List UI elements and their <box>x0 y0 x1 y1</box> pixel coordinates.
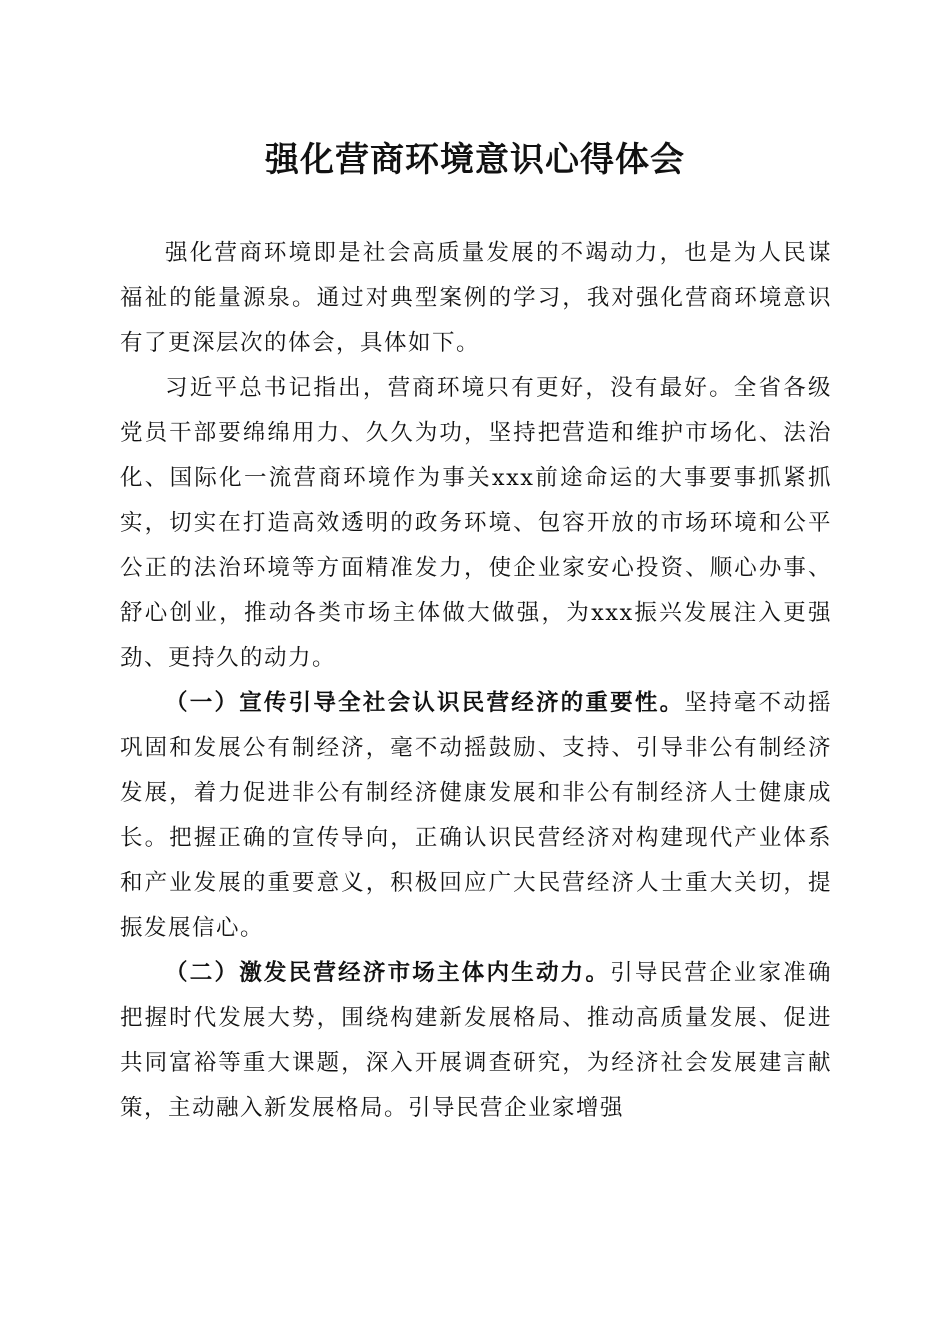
section-heading: （二）激发民营经济市场主体内生动力。 <box>165 960 611 986</box>
document-body <box>120 231 832 1131</box>
paragraph-text: 引导民营企业家准确把握时代发展大势，围绕构建新发展格局、推动高质量发展、促进共同富裕等重大课题，深入开展调查研究，为经济社会发展建言献策，主动融入新发展格局。引导民营企业家增强 <box>120 960 832 1121</box>
document-title: 强化营商环境意识心得体会 <box>265 140 685 180</box>
paragraph-intro <box>120 231 832 366</box>
paragraph-text: 强化营商环境即是社会高质量发展的不竭动力，也是为人民谋福祉的能量源泉。通过对典型案例的学习，我对强化营商环境意识有了更深层次的体会，具体如下。 <box>120 240 832 356</box>
paragraph-quote <box>120 366 832 681</box>
paragraph-text: 坚持毫不动摇巩固和发展公有制经济，毫不动摇鼓励、支持、引导非公有制经济发展，着力促进非公有制经济健康发展和非公有制经济人士健康成长。把握正确的宣传导向，正确认识民营经济对构建现代产业体系和产业发展的重要意义，积极回应广大民营经济人士重大关切，提振发展信心。 <box>120 690 832 941</box>
section-heading: （一）宣传引导全社会认识民营经济的重要性。 <box>165 690 685 716</box>
paragraph-section-2 <box>120 951 832 1131</box>
paragraph-text: 习近平总书记指出，营商环境只有更好，没有最好。全省各级党员干部要绵绵用力、久久为功，坚持把营造和维护市场化、法治化、国际化一流营商环境作为事关xxx前途命运的大事要事抓紧抓实，切实在打造高效透明的政务环境、包容开放的市场环境和公平公正的法治环境等方面精准发力，使企业家安心投资、顺心办事、舒心创业，推动各类市场主体做大做强，为xxx振兴发展注入更强劲、更持久的动力。 <box>120 375 832 671</box>
paragraph-section-1 <box>120 681 832 951</box>
